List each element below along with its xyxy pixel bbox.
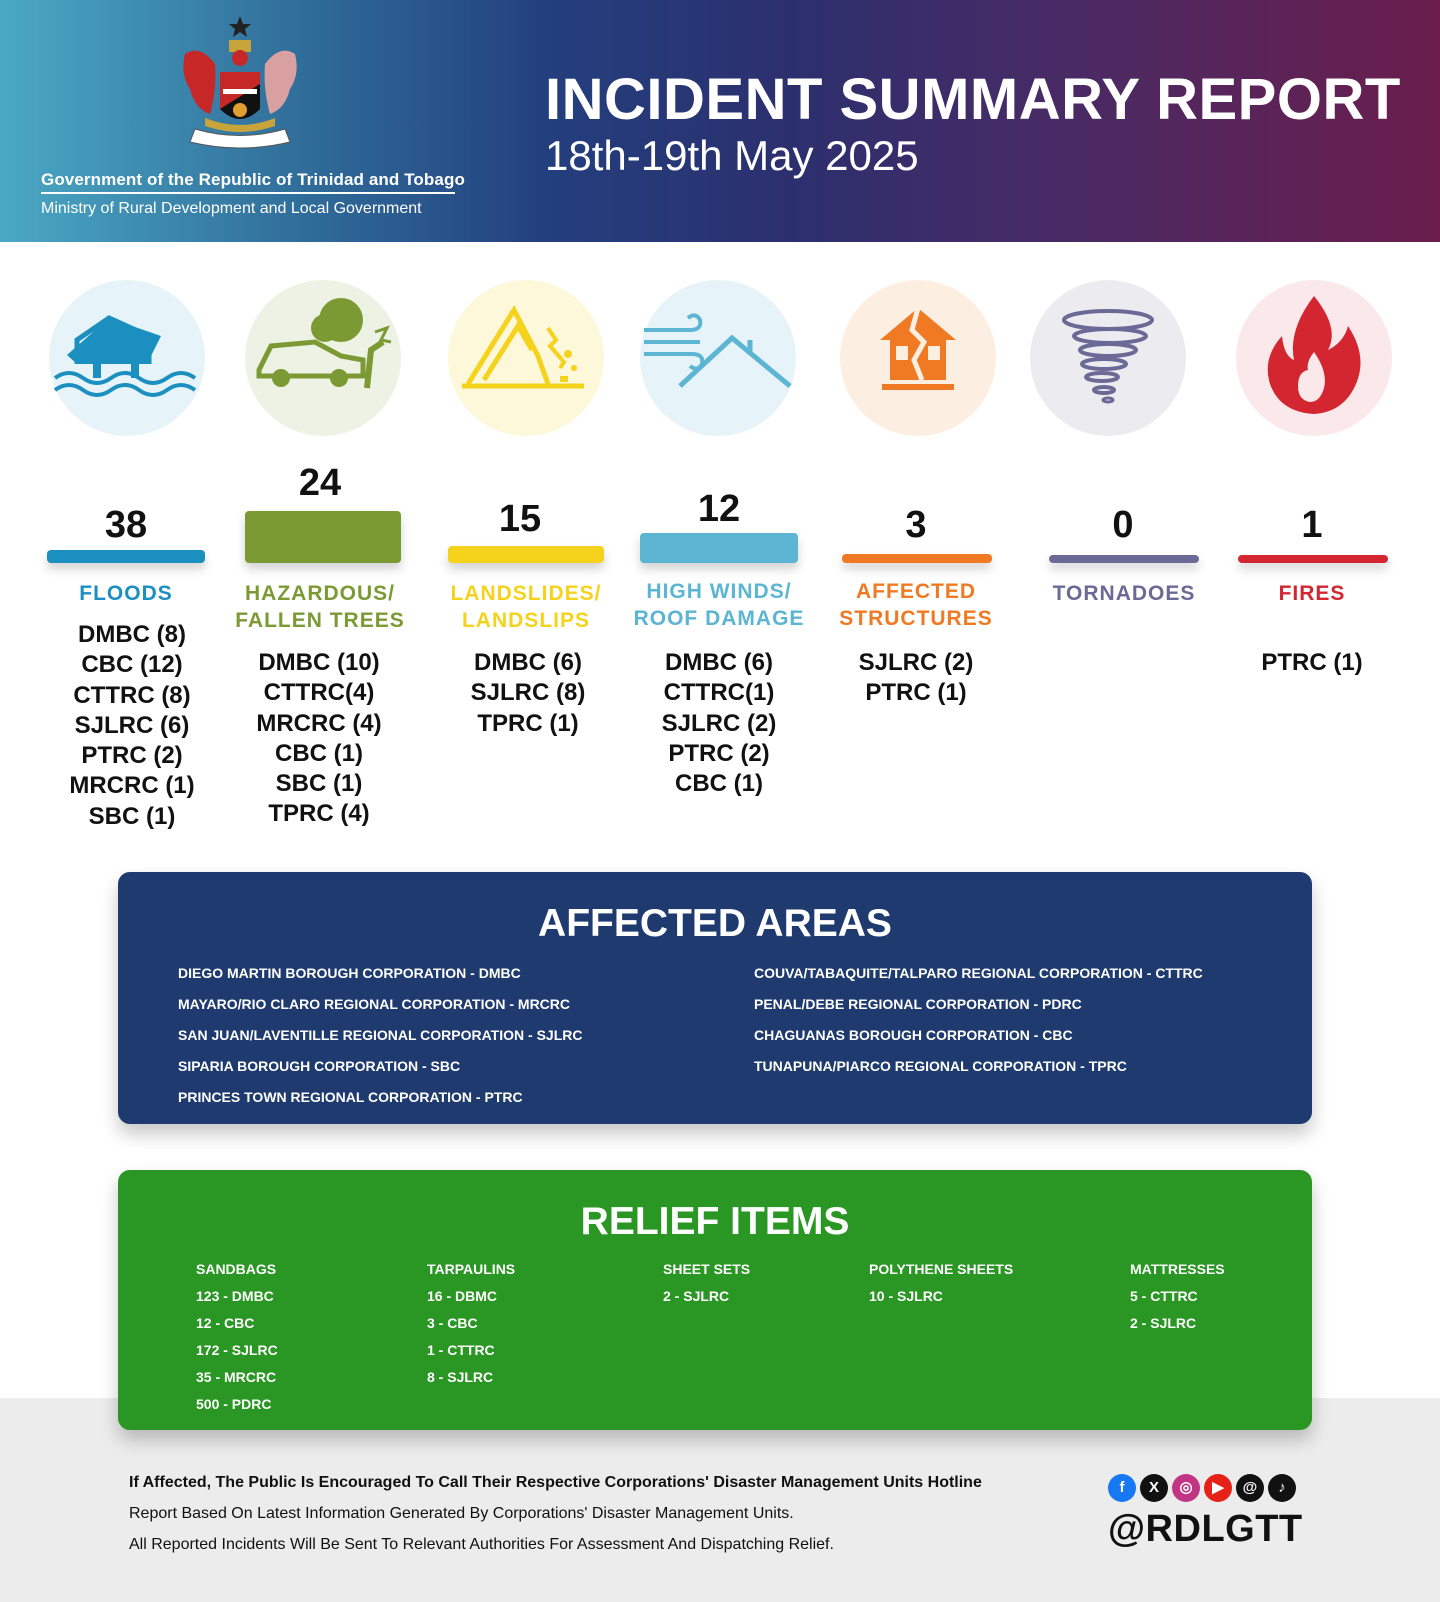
wind-roof-icon xyxy=(640,280,796,436)
fire-icon xyxy=(1236,280,1392,436)
fires-bar xyxy=(1238,555,1388,563)
structures-label: AFFECTED STRUCTURES xyxy=(839,580,993,630)
floods-label: FLOODS xyxy=(79,582,173,605)
landslides-region-list: DMBC (6) SJLRC (8) TPRC (1) xyxy=(470,649,586,737)
ministry-name: Ministry of Rural Development and Local Government xyxy=(41,200,422,217)
tornadoes-count: 0 xyxy=(1112,504,1134,546)
social-handle[interactable]: @RDLGTT xyxy=(1108,1508,1303,1550)
government-name: Government of the Republic of Trinidad and Tobago xyxy=(41,170,465,189)
landslides-bar xyxy=(448,546,604,563)
relief-tarpaulins: TARPAULINS 16 - DBMC 3 - CBC 1 - CTTRC 8 - SJLRC xyxy=(427,1261,516,1385)
footer-dispatch-note: All Reported Incidents Will Be Sent To Relevant Authorities For Assessment And Dispatching Relief. xyxy=(129,1536,834,1553)
threads-icon[interactable]: @ xyxy=(1236,1474,1264,1502)
footer-report-note: Report Based On Latest Information Generated By Corporations' Disaster Management Units. xyxy=(129,1505,794,1522)
winds-label: HIGH WINDS/ ROOF DAMAGE xyxy=(633,580,805,630)
relief-items-title: RELIEF ITEMS xyxy=(580,1200,850,1243)
relief-sheet-sets: SHEET SETS 2 - SJLRC xyxy=(663,1261,751,1304)
relief-items-panel xyxy=(118,1170,1312,1430)
tornado-icon xyxy=(1030,280,1186,436)
fallen-tree-car-icon xyxy=(245,280,401,436)
relief-sandbags: SANDBAGS 123 - DMBC 12 - CBC 172 - SJLRC 35 - MRCRC 500 - PDRC xyxy=(196,1261,278,1412)
floods-bar xyxy=(47,550,205,563)
footer-hotline-note: If Affected, The Public Is Encouraged To Call Their Respective Corporations' Disaster Management Units Hotline xyxy=(129,1474,982,1491)
coat-of-arms-icon xyxy=(165,14,325,164)
floods-region-list: DMBC (8) CBC (12) CTTRC (8) SJLRC (6) PTRC (2) MRCRC (1) SBC (1) xyxy=(69,621,195,830)
landslides-label: LANDSLIDES/ LANDSLIPS xyxy=(450,582,602,632)
trees-label: HAZARDOUS/ FALLEN TREES xyxy=(235,582,405,632)
landslides-count: 15 xyxy=(498,498,542,540)
facebook-icon[interactable]: f xyxy=(1108,1474,1136,1502)
divider xyxy=(41,192,455,194)
flooded-house-icon xyxy=(49,280,205,436)
tornadoes-label: TORNADOES xyxy=(1052,582,1196,605)
youtube-icon[interactable]: ▶ xyxy=(1204,1474,1232,1502)
report-title: INCIDENT SUMMARY REPORT xyxy=(545,67,1401,132)
winds-count: 12 xyxy=(697,488,741,530)
header-banner xyxy=(0,0,1440,242)
x-icon[interactable]: X xyxy=(1140,1474,1168,1502)
structures-region-list: SJLRC (2) PTRC (1) xyxy=(858,649,974,707)
structures-bar xyxy=(842,554,992,563)
areas-left-list: DIEGO MARTIN BOROUGH CORPORATION - DMBC MAYARO/RIO CLARO REGIONAL CORPORATION - MRCRC SAN JUAN/LAVENTILLE REGIONAL CORPORATION - SJLRC SIPARIA BOROUGH CORPORATION - SBC PRINCES TOWN REGIONAL CORPORATION - PTRC xyxy=(178,965,583,1105)
affected-areas-title: AFFECTED AREAS xyxy=(538,902,892,945)
instagram-icon[interactable]: ◎ xyxy=(1172,1474,1200,1502)
relief-polythene-sheets: POLYTHENE SHEETS 10 - SJLRC xyxy=(869,1261,1014,1304)
cracked-house-icon xyxy=(840,280,996,436)
tiktok-icon[interactable]: ♪ xyxy=(1268,1474,1296,1502)
trees-region-list: DMBC (10) CTTRC(4) MRCRC (4) CBC (1) SBC (1) TPRC (4) xyxy=(256,649,382,828)
areas-right-list: COUVA/TABAQUITE/TALPARO REGIONAL CORPORATION - CTTRC PENAL/DEBE REGIONAL CORPORATION - PDRC CHAGUANAS BOROUGH CORPORATION - CBC TUNAPUNA/PIARCO REGIONAL CORPORATION - TPRC xyxy=(754,965,1203,1074)
winds-region-list: DMBC (6) CTTRC(1) SJLRC (2) PTRC (2) CBC (1) xyxy=(661,649,777,798)
fires-label: FIRES xyxy=(1278,582,1346,605)
tornadoes-bar xyxy=(1049,555,1199,563)
relief-mattresses: MATTRESSES 5 - CTTRC 2 - SJLRC xyxy=(1130,1261,1225,1331)
structures-count: 3 xyxy=(905,504,927,546)
fires-count: 1 xyxy=(1301,504,1323,546)
report-date: 18th-19th May 2025 xyxy=(545,132,919,179)
floods-count: 38 xyxy=(104,504,148,546)
landslide-icon xyxy=(448,280,604,436)
affected-areas-panel xyxy=(118,872,1312,1124)
trees-bar xyxy=(245,511,401,563)
winds-bar xyxy=(640,533,798,563)
trees-count: 24 xyxy=(298,462,342,504)
fires-region-list: PTRC (1) xyxy=(1261,649,1363,676)
